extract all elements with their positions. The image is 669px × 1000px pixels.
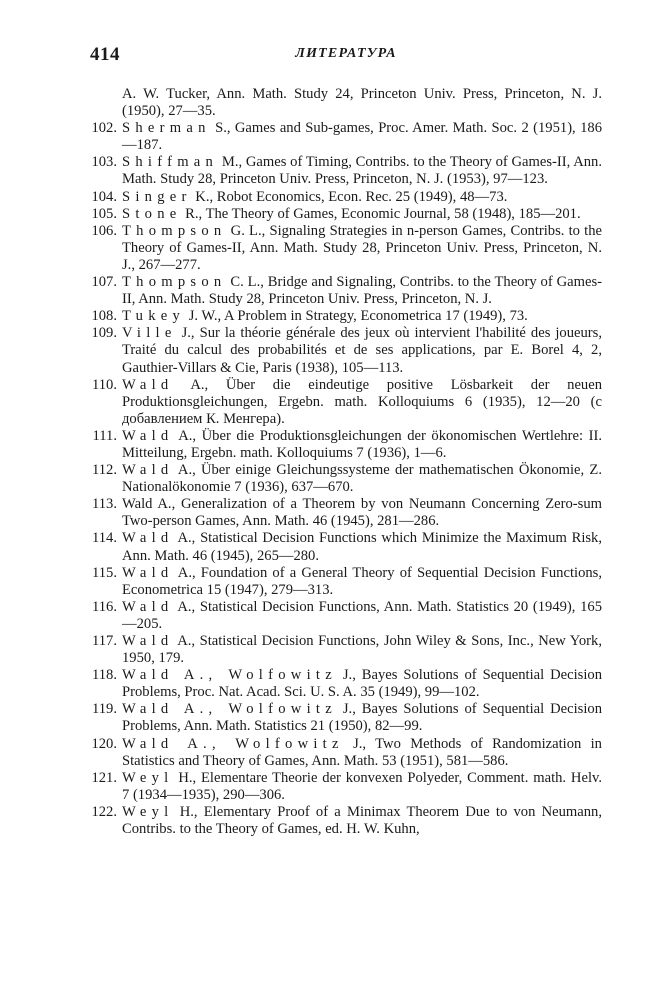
reference-author: Wald xyxy=(122,598,174,615)
reference-item xyxy=(74,86,602,120)
reference-body xyxy=(122,530,602,564)
reference-author: Weyl xyxy=(122,803,174,820)
reference-number: 114. xyxy=(92,530,117,547)
reference-item xyxy=(74,667,602,701)
reference-text: A., Über die eindeutige positive Lösbarkeit der neuen Produktionsgleichungen, Ergebn. math. Kolloquiums 6 (1935), 12—20 (с добавлением К. Менгера). xyxy=(122,376,602,427)
reference-number: 108. xyxy=(91,308,117,325)
reference-body xyxy=(122,189,602,206)
reference-text: A., Über die Produktionsgleichungen der ökonomischen Wertlehre: II. Mitteilung, Ergebn. math. Kolloquiums 7 (1936), 1—6. xyxy=(122,427,602,461)
reference-text: A., Statistical Decision Functions, John Wiley & Sons, Inc., New York, 1950, 179. xyxy=(122,633,602,667)
reference-body xyxy=(122,428,602,462)
reference-number: 120. xyxy=(91,735,117,752)
reference-number: 106. xyxy=(91,222,117,239)
reference-number: 109. xyxy=(91,325,117,342)
reference-body xyxy=(122,770,602,804)
reference-author: Wald xyxy=(122,530,174,547)
reference-item xyxy=(74,377,602,428)
reference-number: 105. xyxy=(91,205,117,222)
reference-item xyxy=(74,462,602,496)
reference-number: 118. xyxy=(92,667,117,684)
reference-body xyxy=(122,274,602,308)
reference-item xyxy=(74,633,602,667)
reference-author: Wald A., Wolfowitz xyxy=(122,735,344,752)
reference-item xyxy=(74,804,602,838)
page-number: 414 xyxy=(90,44,120,65)
reference-number: 107. xyxy=(91,274,117,291)
reference-body xyxy=(122,325,602,376)
reference-item xyxy=(74,770,602,804)
reference-body xyxy=(122,462,602,496)
reference-author: Wald xyxy=(122,564,174,581)
reference-author: Thompson xyxy=(122,274,227,291)
reference-item xyxy=(74,189,602,206)
reference-item xyxy=(74,496,602,530)
reference-number: 102. xyxy=(91,120,117,137)
reference-number: 103. xyxy=(91,154,117,171)
reference-body xyxy=(122,804,602,838)
reference-author: Wald xyxy=(122,462,174,479)
reference-body xyxy=(122,86,602,120)
reference-item xyxy=(74,223,602,274)
reference-author: Wald xyxy=(122,427,174,444)
reference-text: A. W. Tucker, Ann. Math. Study 24, Princeton Univ. Press, Princeton, N. J. (1950), 27—35. xyxy=(122,86,602,120)
reference-number: 110. xyxy=(92,376,117,393)
reference-body xyxy=(122,701,602,735)
reference-item xyxy=(74,206,602,223)
reference-text: Wald A., Generalization of a Theorem by von Neumann Concerning Zero-sum Two-person Games, Ann. Math. 46 (1945), 281—286. xyxy=(122,496,602,530)
reference-item xyxy=(74,325,602,376)
reference-item xyxy=(74,530,602,564)
reference-item xyxy=(74,736,602,770)
reference-author: Sherman xyxy=(122,120,211,137)
reference-text: J. W., A Problem in Strategy, Econometrica 17 (1949), 73. xyxy=(185,308,528,325)
reference-text: J., Two Methods of Randomization in Statistics and Theory of Games, Ann. Math. 53 (1951), 581—586. xyxy=(122,735,602,769)
reference-text: H., Elementare Theorie der konvexen Polyeder, Comment. math. Helv. 7 (1934—1935), 290—306. xyxy=(122,769,602,803)
reference-text: S., Games and Sub-games, Proc. Amer. Math. Soc. 2 (1951), 186—187. xyxy=(122,120,602,154)
reference-author: Wald xyxy=(122,633,174,649)
reference-text: K., Robot Economics, Econ. Rec. 25 (1949), 48—73. xyxy=(191,188,508,205)
reference-item xyxy=(74,701,602,735)
reference-author: Thompson xyxy=(122,222,227,239)
reference-number: 111. xyxy=(92,427,117,444)
reference-author: Ville xyxy=(122,325,177,342)
reference-text: J., Sur la théorie générale des jeux où intervient l'habilité des joueurs, Traité du calcul des probabilités et de ses applications, par E. Borel 4, 2, Gauthier-Villars & Cie, Paris (1938), 105—113. xyxy=(122,325,602,376)
reference-item xyxy=(74,308,602,325)
reference-text: C. L., Bridge and Signaling, Contribs. to the Theory of Games-II, Ann. Math. Study 28, Princeton Univ. Press, Princeton, N. J. xyxy=(122,274,602,308)
reference-number: 121. xyxy=(91,769,117,786)
reference-list xyxy=(74,86,602,838)
reference-number: 104. xyxy=(91,188,117,205)
reference-author: Singer xyxy=(122,188,192,205)
reference-body xyxy=(122,120,602,154)
reference-number: 115. xyxy=(92,564,117,581)
reference-item xyxy=(74,154,602,188)
reference-author: Tukey xyxy=(122,308,186,325)
reference-author: Wald A., Wolfowitz xyxy=(122,667,337,684)
reference-text: J., Bayes Solutions of Sequential Decision Problems, Ann. Math. Statistics 21 (1950), 82—99. xyxy=(122,701,602,735)
reference-number xyxy=(74,86,122,120)
reference-author: Weyl xyxy=(122,769,174,786)
reference-body xyxy=(122,377,602,428)
reference-item xyxy=(74,428,602,462)
reference-author: Wald xyxy=(122,376,174,393)
reference-body xyxy=(122,565,602,599)
reference-number: 117. xyxy=(92,633,117,649)
reference-author: Shiffman xyxy=(122,154,219,171)
reference-author: Wald A., Wolfowitz xyxy=(122,701,337,718)
reference-text: A., Statistical Decision Functions which Minimize the Maximum Risk, Ann. Math. 46 (1945), 265—280. xyxy=(122,530,602,564)
reference-author: Stone xyxy=(122,205,182,222)
reference-text: H., Elementary Proof of a Minimax Theorem Due to von Neumann, Contribs. to the Theory of Games, ed. H. W. Kuhn, xyxy=(122,803,602,838)
reference-item xyxy=(74,565,602,599)
reference-body xyxy=(122,496,602,530)
reference-number: 112. xyxy=(92,462,117,479)
reference-body xyxy=(122,154,602,188)
page-header xyxy=(90,44,602,72)
reference-body xyxy=(122,736,602,770)
reference-text: J., Bayes Solutions of Sequential Decision Problems, Proc. Nat. Acad. Sci. U. S. A. 35 (1949), 99—102. xyxy=(122,667,602,701)
reference-item xyxy=(74,274,602,308)
reference-text: M., Games of Timing, Contribs. to the Theory of Games-II, Ann. Math. Study 28, Princeton Univ. Press, Princeton, N. J. (1953), 97—123. xyxy=(122,154,602,188)
reference-body xyxy=(122,206,602,223)
reference-item xyxy=(74,599,602,633)
reference-body xyxy=(122,667,602,701)
reference-number: 119. xyxy=(92,701,117,718)
reference-number: 122. xyxy=(91,803,117,820)
running-title: ЛИТЕРАТУРА xyxy=(295,46,397,61)
reference-body xyxy=(122,599,602,633)
reference-text: A., Statistical Decision Functions, Ann. Math. Statistics 20 (1949), 165—205. xyxy=(122,598,602,632)
reference-text: A., Foundation of a General Theory of Sequential Decision Functions, Econometrica 15 (1947), 279—313. xyxy=(122,564,602,598)
reference-text: A., Über einige Gleichungssysteme der mathematischen Ökonomie, Z. Nationalökonomie 7 (1936), 637—670. xyxy=(122,462,602,496)
reference-number: 116. xyxy=(92,598,117,615)
reference-item xyxy=(74,120,602,154)
reference-body xyxy=(122,223,602,274)
reference-body xyxy=(122,308,602,325)
reference-number: 113. xyxy=(92,496,117,513)
reference-text: R., The Theory of Games, Economic Journal, 58 (1948), 185—201. xyxy=(181,205,581,222)
reference-text: G. L., Signaling Strategies in n-person Games, Contribs. to the Theory of Games-II, Ann. Math. Study 28, Princeton Univ. Press, Princeton, N. J., 267—277. xyxy=(122,222,602,273)
reference-body xyxy=(122,633,602,667)
